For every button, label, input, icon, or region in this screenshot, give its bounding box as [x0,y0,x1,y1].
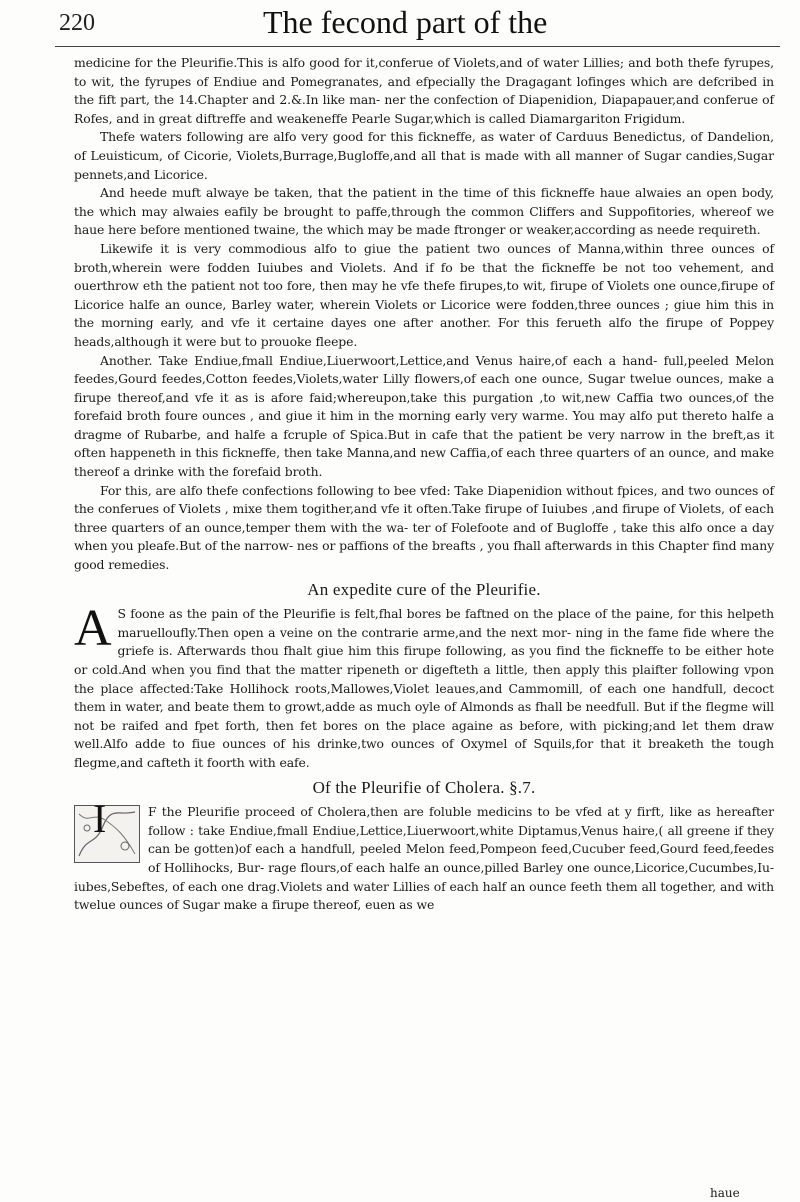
section-pleurisy-cholera [74,796,774,915]
initial-letter: I [93,796,107,842]
paragraph: S foone as the pain of the Pleurifie is felt,fhal bores be faftned on the place of the paine, for this helpeth maruelloufly.Then open a veine on the contrarie arme,and the next mor- ning in the fame fide where the griefe is. Afterwards thou fhalt giue him this firupe following, as you find the fickneffe to be either hote or cold.And when you find that the matter ripeneth or digefteth a little, then apply this plaifter following vpon the place affected:Take Hollihock roots,Mallowes,Violet leaues,and Cammomill, of each one handfull, decoct them in water, and beate them to growt,adde as much oyle of Almonds as fhall be needfull. But if the flegme will not be raifed and fpet forth, then fet bores on the place againe as before, with picking;and let them draw well.Alfo adde to fiue ounces of his drinke,two ounces of Oxymel of Squils,for that it breaketh the tough flegme,and cafteth it foorth with eafe. [74,606,774,770]
section-heading-pleurisy-cholera: Of the Pleurifie of Cholera. §.7. [312,777,536,797]
paragraph: medicine for the Pleurifie.This is alfo good for it,conferue of Violets,and of water Lillies; and both thefe fyrupes, to wit, the fyrupes of Endiue and Pomegranates, and efpecially the Dragagant lofinges which are defcribed in the fift part, the 14.Chapter and 2.&.In like man- ner the confection of Diapenidion, Diapapauer,and conferue of Rofes, and in great diftreffe and weakeneffe Pearle Sugar,which is called Diamargariton Frigidum. [74,55,774,126]
paragraph: Another. Take Endiue,fmall Endiue,Liuerwoort,Lettice,and Venus haire,of each a hand- full,peeled Melon feedes,Gourd feedes,Cotton feedes,Violets,water Lilly flowers,of each one ounce, Sugar twelue ounces, make a firupe thereof,and vfe it as is afore faid;whereupon,take this purgation ,to wit,new Caffia two ounces,of the forefaid broth foure ounces , and giue it him in the morning early very warme. You may alfo put thereto halfe a dragme of Rubarbe, and halfe a fcruple of Spica.But in cafe that the patient be very narrow in the breft,as it often happeneth in this fickneffe, then take Manna,and new Caffia,of each three quarters of an ounce, and make thereof a drinke with the forefaid broth. [74,352,774,480]
ornamental-initial [74,796,140,863]
paragraph: Likewife it is very commodious alfo to giue the patient two ounces of Manna,within three ounces of broth,wherein were fodden Iuiubes and Violets. And if fo be that the fickneffe be not too vehement, and ouerthrow eth the patient not too fore, then may he vfe thefe firupes,to wit, firupe of Violets one ounce,firupe of Licorice halfe an ounce, Barley water, wherein Violets or Licorice were fodden,three ounces ; giue him this in the morning early, and vfe it certaine dayes one after another. For this ferueth alfo the firupe of Poppey heads,although it were but to prouoke fleepe. [74,240,774,349]
section-expedite-cure [74,600,774,772]
paragraph: Thefe waters following are alfo very good for this fickneffe, as water of Carduus Benedictus, of Dandelion, of Leuisticum, of Cicorie, Violets,Burrage,Bugloffe,and all that is made with all manner of Sugar candies,Sugar pennets,and Licorice. [74,129,774,182]
page-header [55,4,770,44]
section-heading-expedite-cure: An expedite cure of the Pleurifie. [307,579,541,599]
paragraph: For this, are alfo thefe confections following to bee vfed: Take Diapenidion without fpices, and two ounces of the conferues of Violets , mixe them togither,and vfe it often.Take firupe of Iuiubes ,and firupe of Violets, of each three quarters of an ounce,temper them with the wa- ter of Folefoote and of Bugloffe , take this alfo once a day when you pleafe.But of the narrow- nes or paffions of the breafts , you fhall afterwards in this Chapter find many good remedies. [74,482,774,573]
drop-cap: A [74,600,112,658]
paragraph: F the Pleurifie proceed of Cholera,then are foluble medicins to be vfed at y firft, like as hereafter follow : take Endiue,fmall Endiue,Lettice,Liuerwoort,white Diptamus,Venus haire,( all greene if they can be gotten)of each a handfull, peeled Melon feed,Pompeon feed,Cucuber feed,Gourd feed,feedes of Hollihocks, Bur- rage flours,of each halfe an ounce,pilled Barley one ounce,Licorice,Cucumbes,Iu- iubes,Sebeftes, of each one drag.Violets and water Lillies of each half an ounce feeth them all together, and with twelue ounces of Sugar make a firupe thereof, euen as we [74,804,774,913]
header-rule [55,46,780,47]
paragraph: And heede muft alwaye be taken, that the patient in the time of this fickneffe haue alwaies an open body, the which may alwaies eafily be brought to paffe,through the common Cliffers and Suppofitories, whereof we haue here before mentioned twaine, the which may be made ftronger or weaker,according as neede requireth. [74,185,774,238]
ornament-icon [75,796,139,862]
page-number: 220 [59,10,95,36]
body-text [74,54,774,915]
running-title: The fecond part of the [263,4,548,40]
catchword: haue [710,1186,740,1200]
